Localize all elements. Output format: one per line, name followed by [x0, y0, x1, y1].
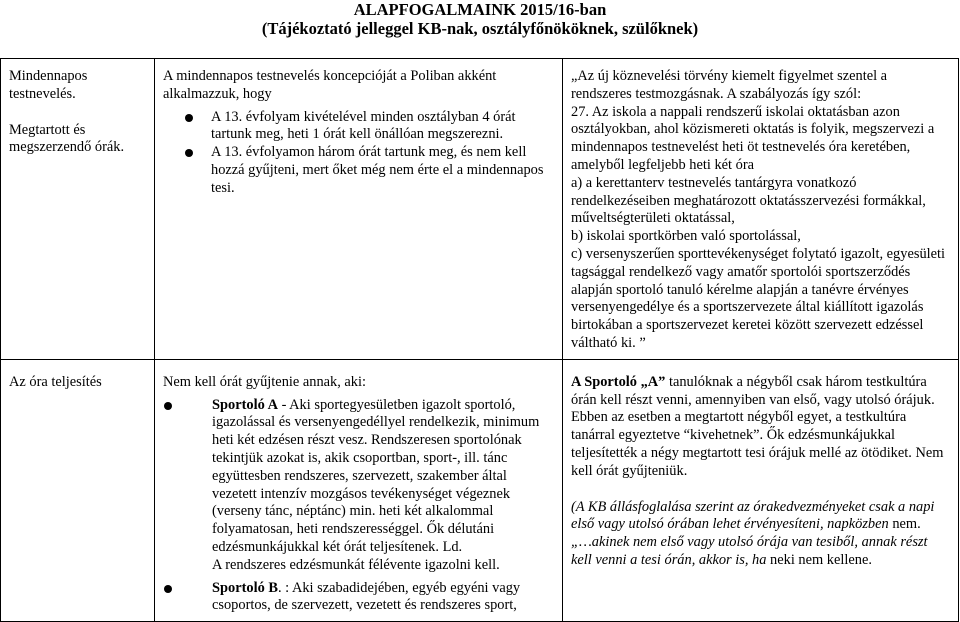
law-quote-line: b) iskolai sportkörben való sportolással, [571, 228, 801, 245]
concept-bullet-list [163, 109, 554, 198]
law-quote-line: a) a kerettanterv testnevelés tantárgyra vonatkozó rendelkezéseiben meghatározott oktatásszervezési formákkal, műveltségterületi oktatással, [571, 174, 926, 227]
row1-label-megtartott: Megtartott és megszerzendő órák. [9, 121, 125, 156]
law-quote-line: 27. Az iskola a nappali rendszerű iskolai oktatásban azon osztályokban, ahol közismereti oktatás is folyik, megszervezi a mindennapos testnevelést heti öt testnevelés óra keretében, amelyből legfeljebb heti két óra [571, 103, 935, 173]
list-item [163, 397, 554, 557]
document-subtitle: (Tájékoztató jelleggel KB-nak, osztályfőnököknek, szülőknek) [261, 19, 699, 38]
sportolo-a-label: Sportoló A [212, 396, 278, 413]
kb-quote-tail: neki nem kellene. [766, 551, 872, 568]
row2-label-ora-teljesites: Az óra teljesítés [9, 373, 102, 390]
exemption-intro: Nem kell órát gyűjtenie annak, aki: [163, 373, 367, 390]
sportolo-a-text: - Aki sportegyesületben igazolt sportoló, igazolással és versenyengedéllyel rendelkezik, minimum heti két edzésen részt vesz. Rendszeresen sportolónak tekintjük azokat is, akik csoportban, sport-, ill. tánc együttesben rendszeres, szervezett, szakember által vezetett intenzív mozgásos tevékenységet végeznek (verseny tánc, néptánc) min. heti két alkalommal folyamatosan, heti rendszerességgel. Ők délutáni edzésmunkájukkal két órát teljesítenek. Ld. [212, 396, 540, 555]
row2-label-cell [1, 359, 155, 621]
bullet-icon [164, 585, 172, 593]
row2-exemption-cell [155, 359, 563, 621]
row1-concept-cell [155, 59, 563, 360]
row1-law-cell [563, 59, 959, 360]
exemption-bullet-list [163, 397, 554, 557]
bullet-text: A 13. évfolyamon három órát tartunk meg, és nem kell hozzá gyűjteni, mert őket még nem érte el a mindennapos tesi. [211, 144, 544, 196]
row2-rules-cell [563, 359, 959, 621]
list-item [163, 144, 554, 197]
table-row [1, 359, 959, 621]
law-quote-line: c) versenyszerűen sporttevékenységet folytató igazolt, egyesületi tagsággal rendelkező vagy amatőr sportolói sportszerződés alapján sportoló tanuló kérelme alapján a tanévre érvényes versenyengedélye és a sportszervezete által kiállított igazolás birtokában a sportszervezet keretei között szervezett edzéssel váltható ki. ” [571, 245, 946, 351]
sportolo-a-continuation: A rendszeres edzésmunkát félévente igazolni kell. [212, 556, 500, 573]
bullet-icon [185, 149, 193, 157]
content-table [0, 58, 959, 622]
document-title: ALAPFOGALMAINK 2015/16-ban [353, 0, 607, 19]
page-header [0, 0, 960, 38]
rule-strong-quote: „A” [640, 373, 666, 390]
concept-intro: A mindennapos testnevelés koncepcióját a Poliban akként alkalmazzuk, hogy [163, 68, 497, 102]
bullet-icon [164, 402, 172, 410]
sportolo-b-label: Sportoló B [212, 579, 278, 596]
list-item [163, 109, 554, 145]
kb-note-italic: (A KB állásfoglalása szerint az órakedvezményeket csak a napi első vagy utolsó órában lehet érvényesíteni, napközben [571, 498, 935, 533]
sportolo-b-text: . : Aki szabadidejében, egyéb egyéni vagy csoportos, de szervezett, vezetett és rendszeres sport, [212, 579, 521, 614]
rule-strong-text: A Sportoló [571, 373, 641, 390]
table-row [1, 59, 959, 360]
kb-quote-note [571, 534, 950, 570]
kb-note-tail: nem. [888, 516, 921, 533]
row1-label-mindennapos: Mindennapos testnevelés. [9, 68, 88, 102]
bullet-text: A 13. évfolyam kivételével minden osztályban 4 órát tartunk meg, heti 1 órát kell önállóan megszerezni. [211, 108, 516, 143]
rule-text: tanulóknak a négyből csak három testkultúra órán kell részt venni, amennyiben van első, vagy utolsó órájuk. Ebben az esetben a megtartott négyből egyet, a testkultúra tanárral egyeztetve “kivehetnek”. Ők edzésmunkájukkal teljesítették a négy megtartott tesi órájuk mellé az ötödiket. Nem kell órát gyűjteniük. [571, 373, 944, 479]
law-quote-line: „Az új köznevelési törvény kiemelt figyelmet szentel a rendszeres testmozgásnak. A szabályozás így szól: [571, 68, 888, 102]
row1-label-cell [1, 59, 155, 360]
sportolo-a-rule [571, 374, 950, 481]
kb-quote-italic: „…akinek nem első vagy utolsó órája van tesiből, annak részt kell venni a tesi órán, akkor is, ha [571, 534, 928, 568]
bullet-icon [185, 114, 193, 122]
kb-position-note [571, 499, 950, 535]
